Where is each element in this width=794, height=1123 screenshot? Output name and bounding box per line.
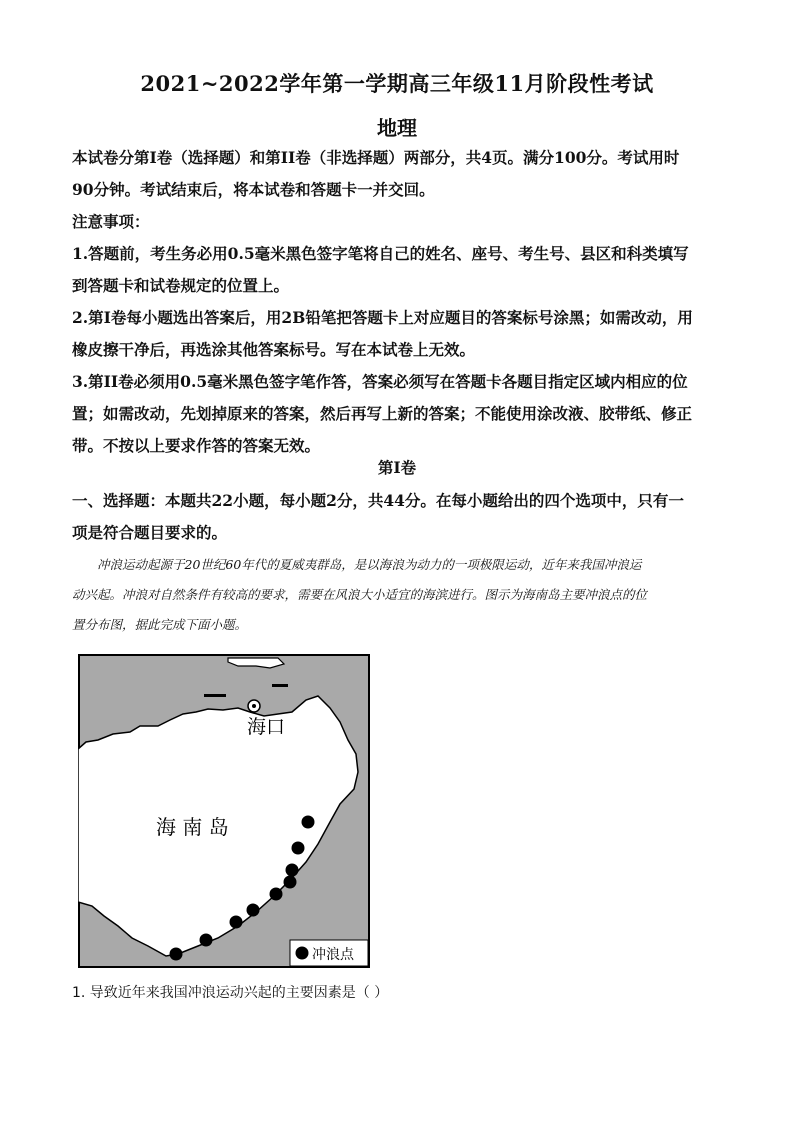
intro-line-1: 本试卷分第Ⅰ卷（选择题）和第II卷（非选择题）两部分，共4页。满分100分。考试用时 [72, 148, 680, 167]
intro-line-2: 90分钟。考试结束后，将本试卷和答题卡一并交回。 [72, 180, 435, 199]
surf-point-7 [230, 916, 243, 929]
reading-passage [72, 550, 722, 640]
legend-label: 冲浪点 [312, 947, 354, 963]
passage-line-3: 置分布图，据此完成下面小题。 [72, 617, 248, 632]
haikou-city-dot [252, 704, 256, 708]
part-one-line-b: 项是符合题目要求的。 [72, 523, 228, 542]
note-3-line-c: 带。不按以上要求作答的答案无效。 [72, 436, 321, 455]
part-one-heading [72, 485, 722, 549]
note-2-line-a: 2.第Ⅰ卷每小题选出答案后，用2B铅笔把答题卡上对应题目的答案标号涂黑；如需改动，用 [72, 308, 693, 327]
coast-dash-1 [204, 694, 226, 697]
passage-line-1: 冲浪运动起源于20世纪60年代的夏威夷群岛，是以海浪为动力的一项极限运动，近年来我国冲浪运 [97, 557, 642, 572]
passage-line-2: 动兴起。冲浪对自然条件有较高的要求，需要在风浪大小适宜的海滨进行。图示为海南岛主要冲浪点的位 [72, 587, 648, 602]
part-one-line-a: 一、选择题：本题共22小题，每小题2分，共44分。在每小题给出的四个选项中，只有一 [72, 491, 684, 510]
island-label: 海 南 岛 [156, 815, 229, 839]
surf-point-4 [284, 876, 297, 889]
surf-point-2 [292, 842, 305, 855]
surf-point-1 [302, 816, 315, 829]
surf-point-5 [270, 888, 283, 901]
instructions-block [72, 142, 722, 462]
note-3-line-a: 3.第II卷必须用0.5毫米黑色签字笔作答，答案必须写在答题卡各题目指定区域内相应的位 [72, 372, 688, 391]
haikou-label: 海口 [247, 716, 286, 738]
surf-point-3 [286, 864, 299, 877]
coast-dash-2 [272, 684, 288, 687]
exam-title: 2021~2022学年第一学期高三年级11月阶段性考试 [140, 71, 654, 96]
question-1: 1. 导致近年来我国冲浪运动兴起的主要因素是（ ） [72, 985, 389, 1001]
note-1-line-a: 1.答题前，考生务必用0.5毫米黑色签字笔将自己的姓名、座号、考生号、县区和科类填写 [72, 244, 689, 263]
surf-point-9 [170, 948, 183, 961]
subject-heading: 地理 [377, 116, 417, 140]
surf-point-8 [200, 934, 213, 947]
section-title: 第Ⅰ卷 [377, 458, 417, 477]
surf-point-6 [247, 904, 260, 917]
hainan-surf-map [78, 654, 370, 968]
notes-label: 注意事项： [72, 212, 150, 231]
note-3-line-b: 置；如需改动，先划掉原来的答案，然后再写上新的答案；不能使用涂改液、胶带纸、修正 [72, 404, 693, 423]
note-1-line-b: 到答题卡和试卷规定的位置上。 [72, 276, 290, 295]
note-2-line-b: 橡皮擦干净后，再选涂其他答案标号。写在本试卷上无效。 [72, 340, 476, 359]
legend-marker-icon [296, 947, 309, 960]
